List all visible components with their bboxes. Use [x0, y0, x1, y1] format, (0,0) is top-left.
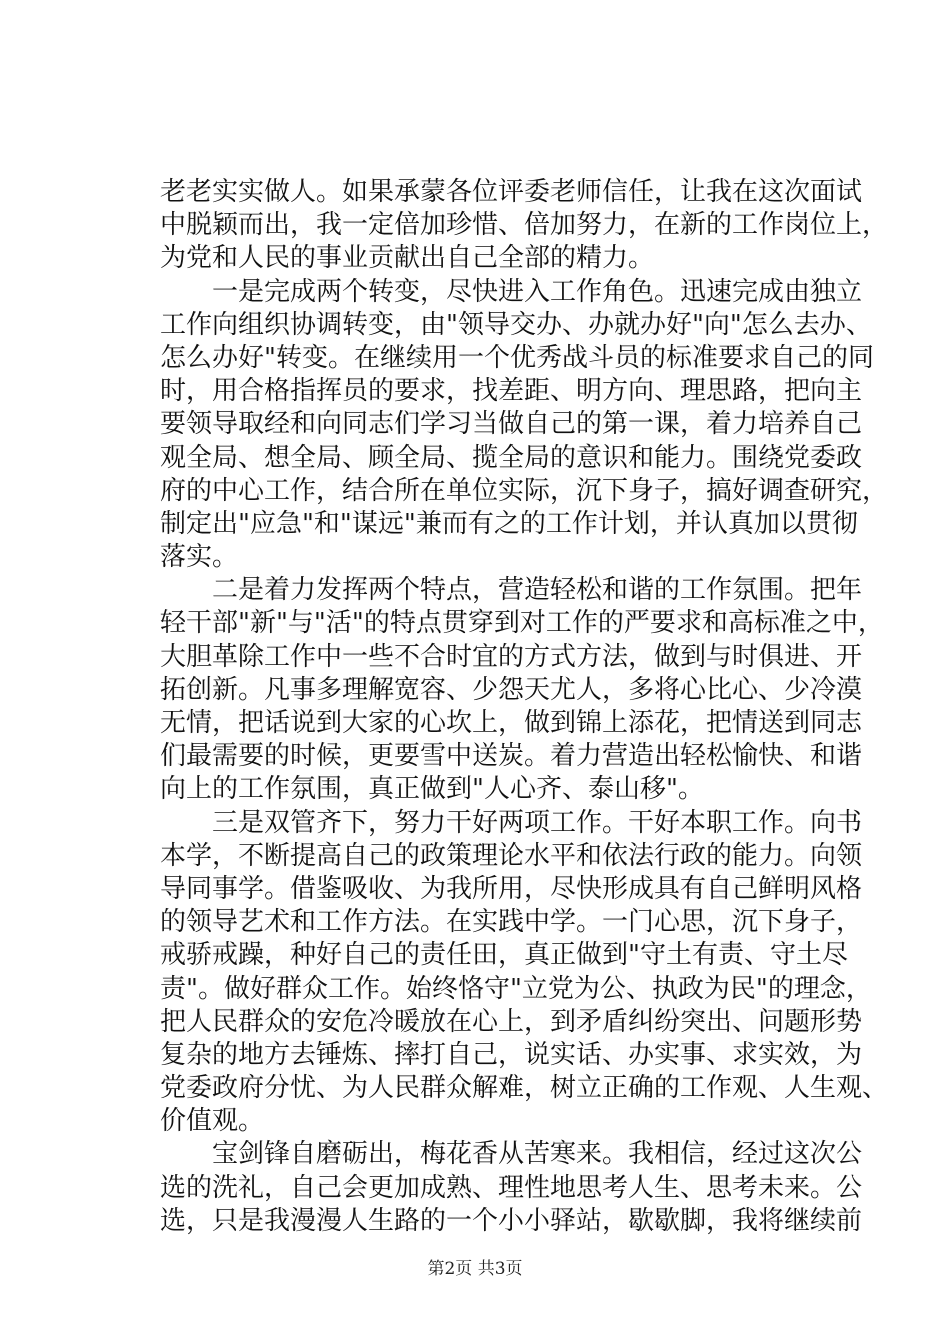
text-line: 宝剑锋自磨砺出，梅花香从苦寒来。我相信，经过这次公: [160, 1139, 863, 1170]
text-line: 轻干部"新"与"活"的特点贯穿到对工作的严要求和高标准之中，: [160, 608, 884, 639]
text-line: 中脱颖而出，我一定倍加珍惜、倍加努力，在新的工作岗位上，: [160, 210, 889, 241]
text-line: 三是双管齐下，努力干好两项工作。干好本职工作。向书: [160, 807, 863, 838]
text-line: 复杂的地方去锤炼、摔打自己，说实话、办实事、求实效，为: [160, 1039, 863, 1070]
text-line: 们最需要的时候，更要雪中送炭。着力营造出轻松愉快、和谐: [160, 741, 863, 772]
text-line: 导同事学。借鉴吸收、为我所用，尽快形成具有自己鲜明风格: [160, 873, 863, 904]
text-line: 二是着力发挥两个特点，营造轻松和谐的工作氛围。把年: [160, 575, 863, 606]
text-line: 选，只是我漫漫人生路的一个小小驿站，歇歇脚，我将继续前: [160, 1205, 863, 1236]
text-line: 向上的工作氛围，真正做到"人心齐、泰山移"。: [160, 774, 704, 805]
text-line: 工作向组织协调转变，由"领导交办、办就办好"向"怎么去办、: [160, 309, 872, 340]
text-line: 要领导取经和向同志们学习当做自己的第一课，着力培养自己: [160, 409, 863, 440]
text-line: 拓创新。凡事多理解宽容、少怨天尤人，多将心比心、少冷漠: [160, 674, 863, 705]
text-line: 价值观。: [160, 1106, 265, 1137]
text-line: 观全局、想全局、顾全局、揽全局的意识和能力。围绕党委政: [160, 442, 863, 473]
text-line: 责"。做好群众工作。始终恪守"立党为公、执政为民"的理念，: [160, 973, 872, 1004]
text-line: 老老实实做人。如果承蒙各位评委老师信任，让我在这次面试: [160, 177, 863, 207]
text-line: 一是完成两个转变，尽快进入工作角色。迅速完成由独立: [160, 276, 863, 307]
text-line: 党委政府分忧、为人民群众解难，树立正确的工作观、人生观、: [160, 1073, 889, 1104]
text-line: 府的中心工作，结合所在单位实际，沉下身子，搞好调查研究，: [160, 475, 889, 506]
text-line: 的领导艺术和工作方法。在实践中学。一门心思，沉下身子，: [160, 907, 863, 938]
text-line: 怎么办好"转变。在继续用一个优秀战斗员的标准要求自己的同: [160, 342, 874, 373]
text-line: 选的洗礼，自己会更加成熟、理性地思考人生、思考未来。公: [160, 1172, 863, 1203]
document-body: [160, 176, 889, 1238]
text-line: 无情，把话说到大家的心坎上，做到锦上添花，把情送到同志: [160, 708, 863, 738]
text-line: 时，用合格指挥员的要求，找差距、明方向、理思路，把向主: [160, 376, 863, 407]
text-line: 落实。: [160, 542, 239, 573]
page-number-footer: 第2页 共3页: [427, 1259, 523, 1279]
text-line: 为党和人民的事业贡献出自己全部的精力。: [160, 243, 655, 274]
text-line: 本学，不断提高自己的政策理论水平和依法行政的能力。向领: [160, 840, 863, 871]
text-line: 戒骄戒躁，种好自己的责任田，真正做到"守土有责、守土尽: [160, 940, 848, 971]
text-line: 大胆革除工作中一些不合时宜的方式方法，做到与时俱进、开: [160, 641, 863, 672]
text-line: 把人民群众的安危冷暖放在心上，到矛盾纠纷突出、问题形势: [160, 1006, 863, 1037]
text-line: 制定出"应急"和"谋远"兼而有之的工作计划，并认真加以贯彻: [160, 508, 858, 539]
